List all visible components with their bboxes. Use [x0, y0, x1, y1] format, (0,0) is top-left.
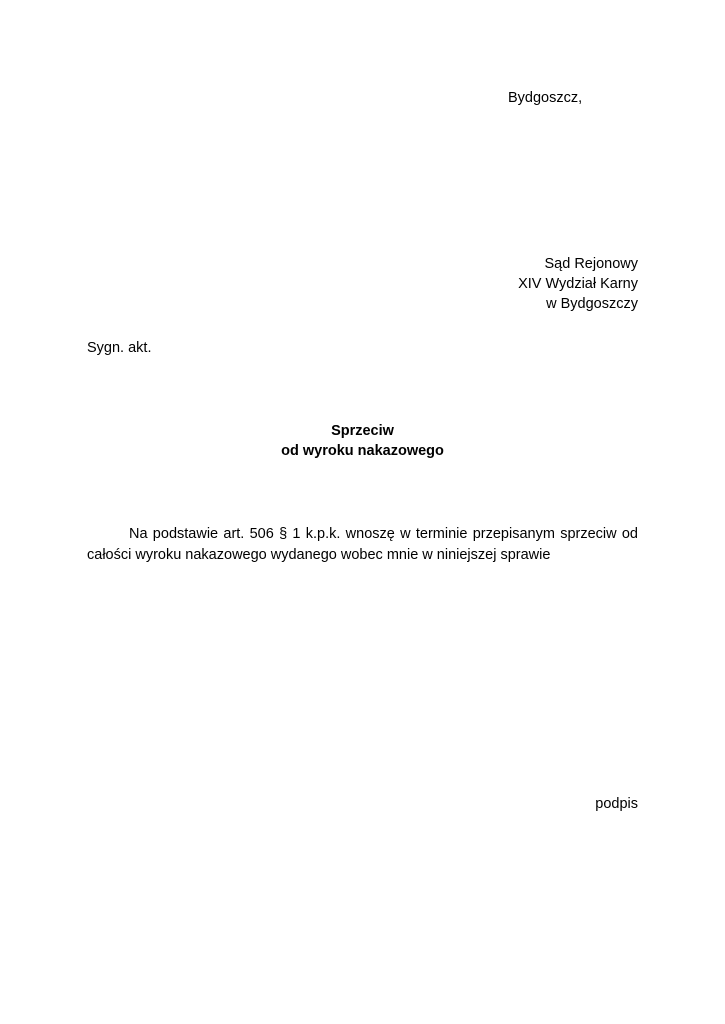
- title-line-2: od wyroku nakazowego: [281, 443, 444, 459]
- place-date: Bydgoszcz,: [508, 90, 583, 106]
- signature-label: podpis: [595, 796, 638, 812]
- court-address: [518, 254, 638, 314]
- court-division: XIV Wydział Karny: [518, 276, 638, 292]
- court-name: Sąd Rejonowy: [544, 256, 638, 272]
- court-city: w Bydgoszczy: [546, 296, 638, 312]
- title-line-1: Sprzeciw: [331, 423, 394, 439]
- document-title: [87, 421, 638, 461]
- body-paragraph: Na podstawie art. 506 § 1 k.p.k. wnoszę w terminie przepisanym sprzeciw od całości wyroku nakazowego wydanego wobec mnie w niniejszej sprawie: [87, 526, 638, 563]
- case-reference: Sygn. akt.: [87, 340, 152, 356]
